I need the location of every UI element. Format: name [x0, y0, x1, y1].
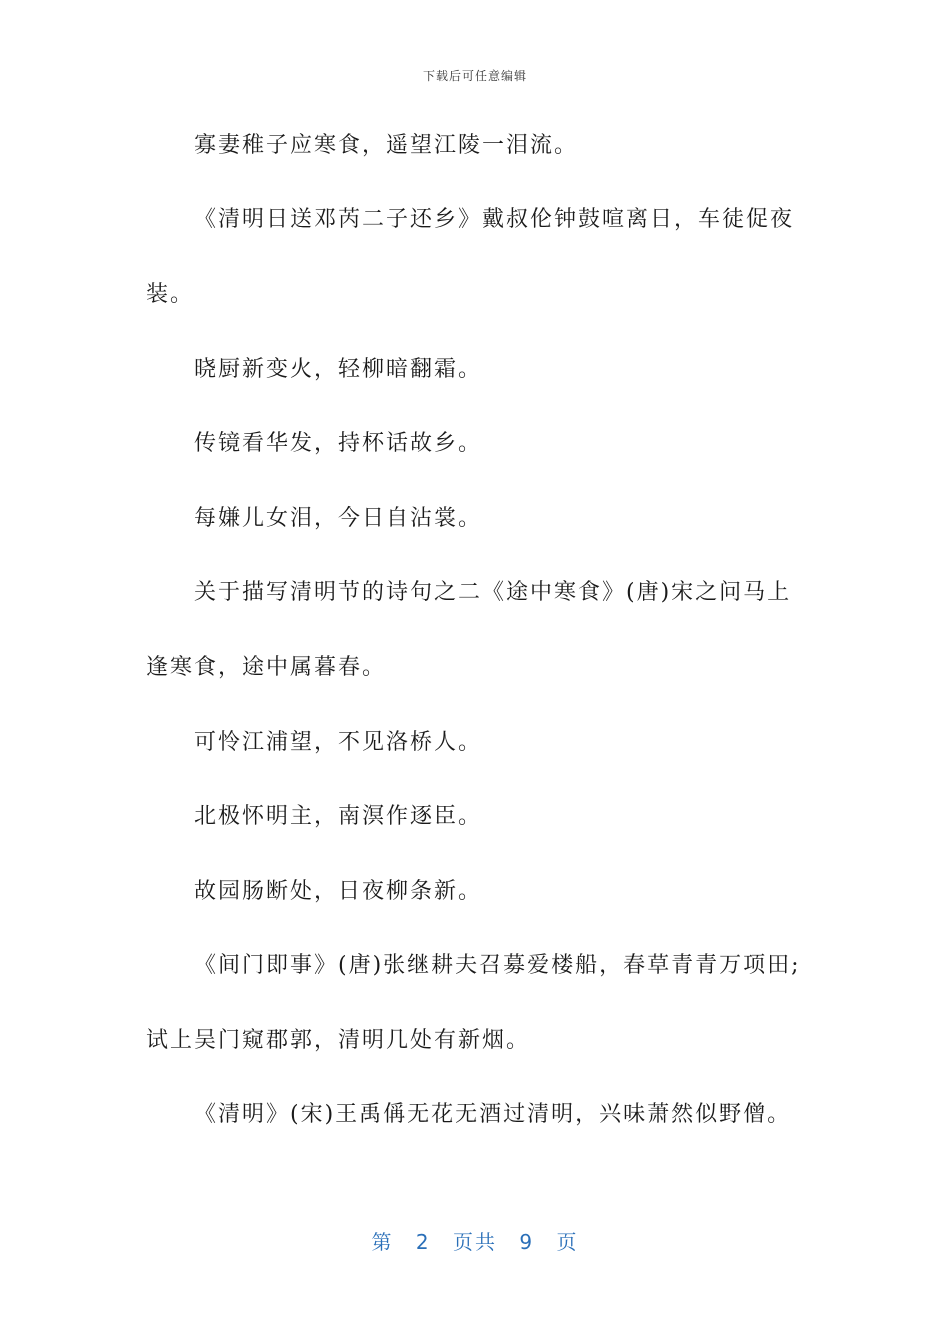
- header-note: 下载后可任意编辑: [422, 69, 527, 83]
- footer-prefix: 第: [371, 1230, 394, 1254]
- footer-middle: 页共: [453, 1230, 497, 1254]
- text-line: 装。: [146, 282, 195, 307]
- text-line: 逢寒食，途中属暮春。: [146, 655, 387, 680]
- text-line: 传镜看华发，持杯话故乡。: [194, 431, 483, 456]
- text-line: 晓厨新变火，轻柳暗翻霜。: [194, 357, 483, 382]
- text-line: 《清明》(宋)王禹偁无花无酒过清明，兴味萧然似野僧。: [194, 1102, 792, 1127]
- text-line: 关于描写清明节的诗句之二《途中寒食》(唐)宋之问马上: [194, 580, 792, 605]
- text-line: 寡妻稚子应寒食，遥望江陵一泪流。: [194, 133, 579, 158]
- text-line: 《间门即事》(唐)张继耕夫召募爱楼船，春草青青万项田;: [194, 953, 801, 978]
- current-page-number: 2: [415, 1230, 431, 1254]
- text-line: 《清明日送邓芮二子还乡》戴叔伦钟鼓喧离日，车徒促夜: [194, 207, 795, 232]
- text-line: 每嫌儿女泪，今日自沾裳。: [194, 506, 483, 531]
- page-footer: [0, 1226, 950, 1255]
- total-page-number: 9: [519, 1230, 535, 1254]
- text-line: 故园肠断处，日夜柳条新。: [194, 879, 483, 904]
- text-line: 北极怀明主，南溟作逐臣。: [194, 804, 483, 829]
- footer-suffix: 页: [556, 1230, 579, 1254]
- text-line: 可怜江浦望，不见洛桥人。: [194, 730, 483, 755]
- text-line: 试上吴门窥郡郭，清明几处有新烟。: [146, 1028, 531, 1053]
